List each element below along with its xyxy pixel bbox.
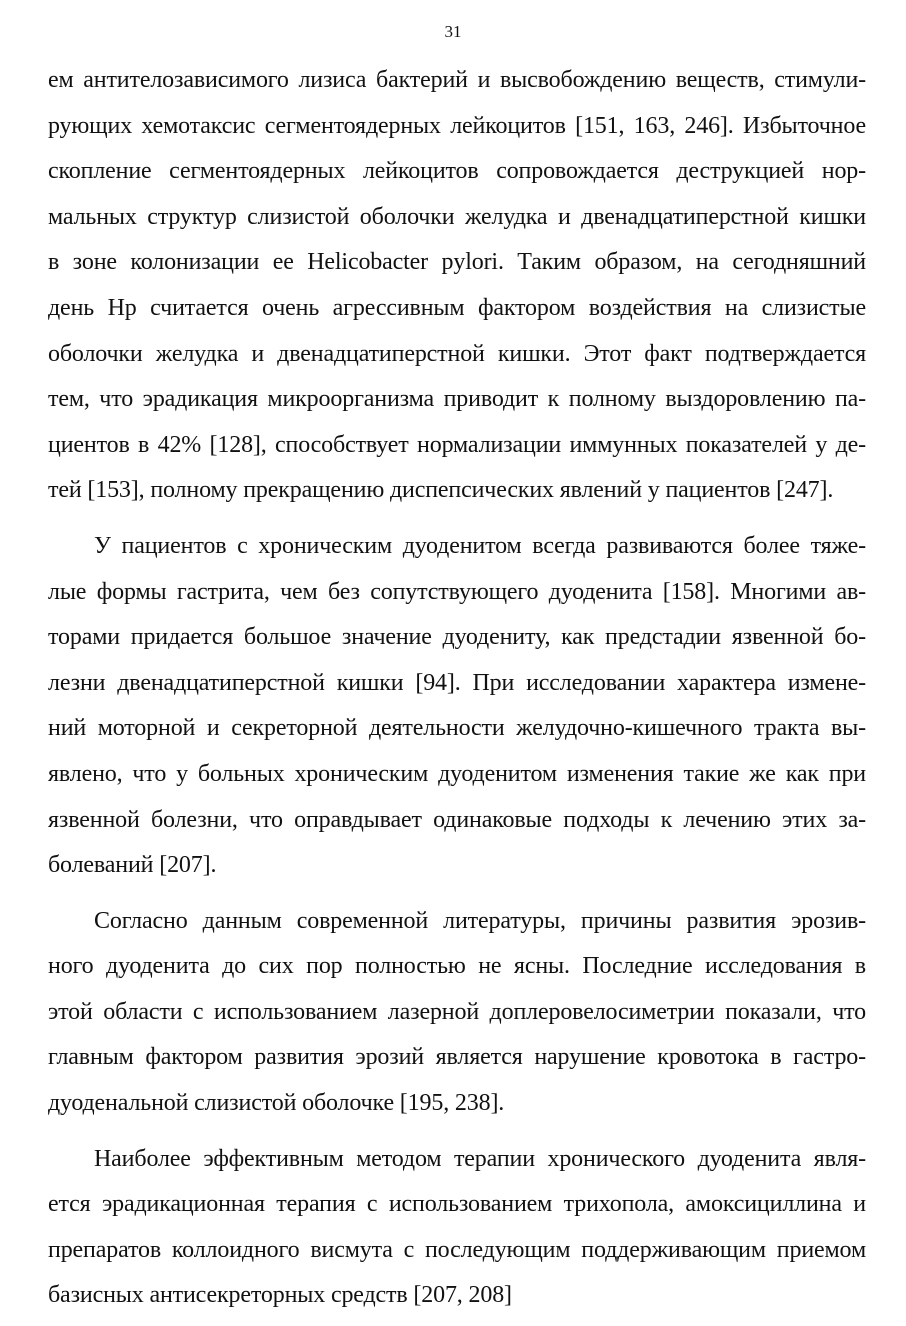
text-line: Согласно данным современной литературы, причины развития эрозив- bbox=[94, 907, 866, 934]
paragraph bbox=[48, 1137, 866, 1319]
text-line: базисных антисекреторных средств [207, 208] bbox=[48, 1282, 512, 1309]
text-line: торами придается большое значение дуодениту, как предстадии язвенной бо- bbox=[48, 624, 866, 651]
text-line: явлено, что у больных хроническим дуоденитом изменения такие же как при bbox=[48, 760, 866, 787]
paragraph-gap bbox=[48, 889, 866, 899]
text-line: в зоне колонизации ее Helicobacter pylori. Таким образом, на сегодняшний bbox=[48, 249, 866, 276]
text-line: ного дуоденита до сих пор полностью не ясны. Последние исследования в bbox=[48, 953, 866, 980]
text-line: скопление сегментоядерных лейкоцитов сопровождается деструкцией нор- bbox=[48, 158, 866, 185]
text-line: лезни двенадцатиперстной кишки [94]. При исследовании характера измене- bbox=[48, 669, 866, 696]
text-line: циентов в 42% [128], способствует нормализации иммунных показателей у де- bbox=[48, 431, 866, 458]
document-body bbox=[48, 58, 866, 1319]
text-line: ний моторной и секреторной деятельности желудочно-кишечного тракта вы- bbox=[48, 715, 866, 742]
text-line: оболочки желудка и двенадцатиперстной кишки. Этот факт подтверждается bbox=[48, 340, 866, 367]
text-line: главным фактором развития эрозий является нарушение кровотока в гастро- bbox=[48, 1044, 866, 1071]
text-line: тем, что эрадикация микроорганизма приводит к полному выздоровлению па- bbox=[48, 386, 866, 413]
text-line: лые формы гастрита, чем без сопутствующего дуоденита [158]. Многими ав- bbox=[48, 578, 866, 605]
text-line: ем антителозависимого лизиса бактерий и высвобождению веществ, стимули- bbox=[48, 67, 866, 93]
text-line: тей [153], полному прекращению диспепсических явлений у пациентов [247]. bbox=[48, 477, 834, 504]
text-line: рующих хемотаксис сегментоядерных лейкоцитов [151, 163, 246]. Избыточное bbox=[48, 112, 866, 139]
text-line: У пациентов с хроническим дуоденитом всегда развиваются более тяже- bbox=[94, 532, 866, 559]
text-line: дуоденальной слизистой оболочке [195, 238]. bbox=[48, 1090, 505, 1117]
text-line: препаратов коллоидного висмута с последующим поддерживающим приемом bbox=[48, 1236, 866, 1263]
text-line: мальных структур слизистой оболочки желудка и двенадцатиперстной кишки bbox=[48, 203, 866, 230]
text-line: ется эрадикационная терапия с использованием трихопола, амоксициллина и bbox=[48, 1191, 866, 1218]
text-line: болеваний [207]. bbox=[48, 852, 217, 879]
text-line: Наиболее эффективным методом терапии хронического дуоденита явля- bbox=[94, 1145, 866, 1172]
text-line: день Нр считается очень агрессивным фактором воздействия на слизистые bbox=[48, 294, 866, 321]
paragraph-gap bbox=[48, 1127, 866, 1137]
text-line: этой области с использованием лазерной доплеровелосиметрии показали, что bbox=[48, 998, 866, 1025]
page-number: 31 bbox=[444, 22, 462, 41]
paragraph-gap bbox=[48, 514, 866, 524]
paragraph bbox=[48, 899, 866, 1127]
text-line: язвенной болезни, что оправдывает одинаковые подходы к лечению этих за- bbox=[48, 806, 866, 833]
paragraph bbox=[48, 58, 866, 514]
paragraph bbox=[48, 524, 866, 889]
